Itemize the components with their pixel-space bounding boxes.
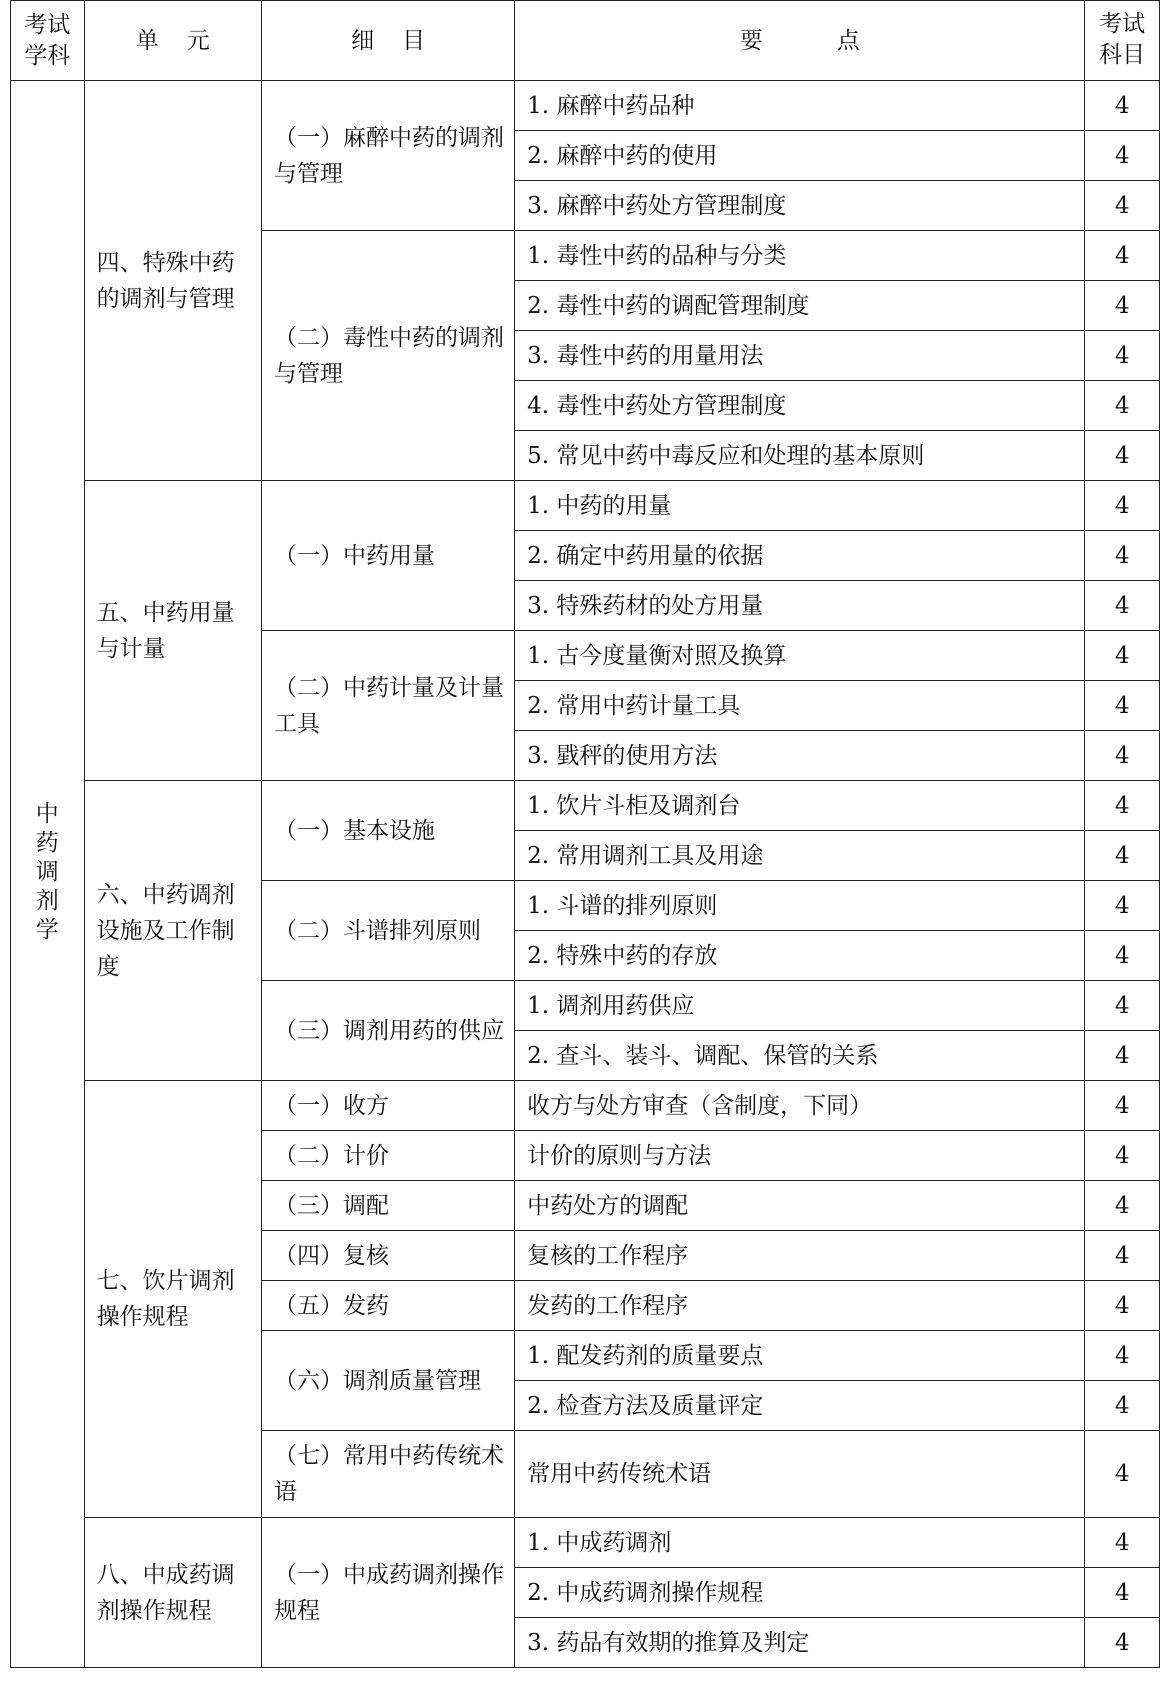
subject-label: 中药调剂学 — [35, 801, 59, 943]
syllabus-sheet — [10, 0, 1160, 1678]
unit-label: 五、中药用量与计量 — [96, 599, 235, 662]
detail-cell — [261, 781, 514, 881]
point-cell: 中药处方的调配 — [515, 1181, 1085, 1231]
detail-cell — [261, 1518, 514, 1668]
level-cell: 4 — [1085, 1131, 1160, 1181]
unit-cell — [84, 781, 261, 1081]
detail-label: （二）斗谱排列原则 — [273, 917, 481, 944]
table-row — [11, 481, 1160, 531]
point-cell: 3. 麻醉中药处方管理制度 — [515, 181, 1085, 231]
level-cell: 4 — [1085, 731, 1160, 781]
point-cell: 1. 配发药剂的质量要点 — [515, 1331, 1085, 1381]
point-cell: 计价的原则与方法 — [515, 1131, 1085, 1181]
level-cell: 4 — [1085, 1231, 1160, 1281]
detail-label: （一）麻醉中药的调剂与管理 — [273, 124, 504, 187]
detail-cell — [261, 981, 514, 1081]
detail-cell — [261, 481, 514, 631]
level-cell: 4 — [1085, 931, 1160, 981]
point-cell: 3. 药品有效期的推算及判定 — [515, 1618, 1085, 1668]
table-row — [11, 81, 1160, 131]
level-cell: 4 — [1085, 1081, 1160, 1131]
subject-cell — [11, 81, 85, 1668]
header-detail-a: 细 — [351, 27, 375, 54]
header-unit-a: 单 — [135, 27, 159, 54]
point-cell: 3. 特殊药材的处方用量 — [515, 581, 1085, 631]
point-cell: 1. 中成药调剂 — [515, 1518, 1085, 1568]
detail-cell — [261, 1081, 514, 1131]
level-cell: 4 — [1085, 81, 1160, 131]
syllabus-table — [10, 0, 1160, 1668]
header-subject-label: 考试学科 — [24, 11, 71, 69]
level-cell: 4 — [1085, 831, 1160, 881]
detail-label: （二）中药计量及计量工具 — [273, 674, 504, 737]
header-detail — [261, 1, 514, 81]
detail-cell — [261, 1431, 514, 1518]
table-row — [11, 781, 1160, 831]
detail-cell — [261, 1131, 514, 1181]
header-level-label: 考试科目 — [1099, 10, 1146, 68]
level-cell: 4 — [1085, 1381, 1160, 1431]
level-cell: 4 — [1085, 1031, 1160, 1081]
detail-label: （一）中药用量 — [273, 542, 435, 569]
point-cell: 发药的工作程序 — [515, 1281, 1085, 1331]
detail-label: （一）收方 — [273, 1092, 389, 1119]
point-cell: 4. 毒性中药处方管理制度 — [515, 381, 1085, 431]
level-cell: 4 — [1085, 1431, 1160, 1518]
level-cell: 4 — [1085, 581, 1160, 631]
detail-cell — [261, 1181, 514, 1231]
level-cell: 4 — [1085, 1281, 1160, 1331]
point-cell: 常用中药传统术语 — [515, 1431, 1085, 1518]
detail-cell — [261, 81, 514, 231]
detail-cell — [261, 1231, 514, 1281]
detail-label: （二）毒性中药的调剂与管理 — [273, 324, 504, 387]
header-row — [11, 1, 1160, 81]
header-detail-b: 目 — [402, 27, 426, 54]
detail-label: （七）常用中药传统术语 — [273, 1443, 504, 1505]
unit-cell — [84, 81, 261, 481]
detail-label: （四）复核 — [273, 1242, 389, 1269]
level-cell: 4 — [1085, 1181, 1160, 1231]
point-cell: 3. 戥秤的使用方法 — [515, 731, 1085, 781]
table-row — [11, 1518, 1160, 1568]
point-cell: 3. 毒性中药的用量用法 — [515, 331, 1085, 381]
unit-label: 八、中成药调剂操作规程 — [96, 1561, 235, 1624]
level-cell: 4 — [1085, 131, 1160, 181]
point-cell: 5. 常见中药中毒反应和处理的基本原则 — [515, 431, 1085, 481]
detail-label: （一）基本设施 — [273, 817, 435, 844]
unit-cell — [84, 1518, 261, 1668]
header-unit — [84, 1, 261, 81]
point-cell: 1. 中药的用量 — [515, 481, 1085, 531]
detail-cell — [261, 881, 514, 981]
header-point — [515, 1, 1085, 81]
point-cell: 2. 中成药调剂操作规程 — [515, 1568, 1085, 1618]
detail-cell — [261, 631, 514, 781]
header-unit-b: 元 — [186, 27, 210, 54]
point-cell: 1. 斗谱的排列原则 — [515, 881, 1085, 931]
point-cell: 2. 确定中药用量的依据 — [515, 531, 1085, 581]
level-cell: 4 — [1085, 1331, 1160, 1381]
level-cell: 4 — [1085, 531, 1160, 581]
header-point-b: 点 — [836, 27, 860, 54]
point-cell: 2. 特殊中药的存放 — [515, 931, 1085, 981]
point-cell: 1. 饮片斗柜及调剂台 — [515, 781, 1085, 831]
level-cell: 4 — [1085, 881, 1160, 931]
point-cell: 收方与处方审查（含制度，下同） — [515, 1081, 1085, 1131]
unit-label: 四、特殊中药的调剂与管理 — [96, 249, 235, 312]
level-cell: 4 — [1085, 281, 1160, 331]
level-cell: 4 — [1085, 431, 1160, 481]
point-cell: 2. 麻醉中药的使用 — [515, 131, 1085, 181]
detail-label: （二）计价 — [273, 1142, 389, 1169]
header-level — [1085, 1, 1160, 81]
level-cell: 4 — [1085, 1518, 1160, 1568]
point-cell: 1. 古今度量衡对照及换算 — [515, 631, 1085, 681]
syllabus-body — [11, 81, 1160, 1668]
point-cell: 2. 检查方法及质量评定 — [515, 1381, 1085, 1431]
unit-cell — [84, 481, 261, 781]
detail-label: （三）调剂用药的供应 — [273, 1017, 504, 1044]
level-cell: 4 — [1085, 981, 1160, 1031]
level-cell: 4 — [1085, 181, 1160, 231]
detail-cell — [261, 1281, 514, 1331]
point-cell: 1. 调剂用药供应 — [515, 981, 1085, 1031]
header-subject — [11, 1, 85, 81]
unit-cell — [84, 1081, 261, 1518]
point-cell: 2. 常用中药计量工具 — [515, 681, 1085, 731]
table-row — [11, 1081, 1160, 1131]
detail-label: （三）调配 — [273, 1192, 389, 1219]
point-cell: 1. 麻醉中药品种 — [515, 81, 1085, 131]
level-cell: 4 — [1085, 631, 1160, 681]
level-cell: 4 — [1085, 1568, 1160, 1618]
level-cell: 4 — [1085, 781, 1160, 831]
detail-cell — [261, 1331, 514, 1431]
level-cell: 4 — [1085, 331, 1160, 381]
level-cell: 4 — [1085, 481, 1160, 531]
detail-label: （六）调剂质量管理 — [273, 1367, 481, 1394]
point-cell: 2. 毒性中药的调配管理制度 — [515, 281, 1085, 331]
level-cell: 4 — [1085, 381, 1160, 431]
point-cell: 复核的工作程序 — [515, 1231, 1085, 1281]
detail-label: （一）中成药调剂操作规程 — [273, 1561, 504, 1624]
level-cell: 4 — [1085, 1618, 1160, 1668]
unit-label: 六、中药调剂设施及工作制度 — [96, 881, 235, 980]
detail-cell — [261, 231, 514, 481]
point-cell: 2. 常用调剂工具及用途 — [515, 831, 1085, 881]
level-cell: 4 — [1085, 681, 1160, 731]
point-cell: 2. 查斗、装斗、调配、保管的关系 — [515, 1031, 1085, 1081]
point-cell: 1. 毒性中药的品种与分类 — [515, 231, 1085, 281]
level-cell: 4 — [1085, 231, 1160, 281]
header-point-a: 要 — [739, 27, 763, 54]
unit-label: 七、饮片调剂操作规程 — [96, 1268, 235, 1330]
detail-label: （五）发药 — [273, 1292, 389, 1319]
